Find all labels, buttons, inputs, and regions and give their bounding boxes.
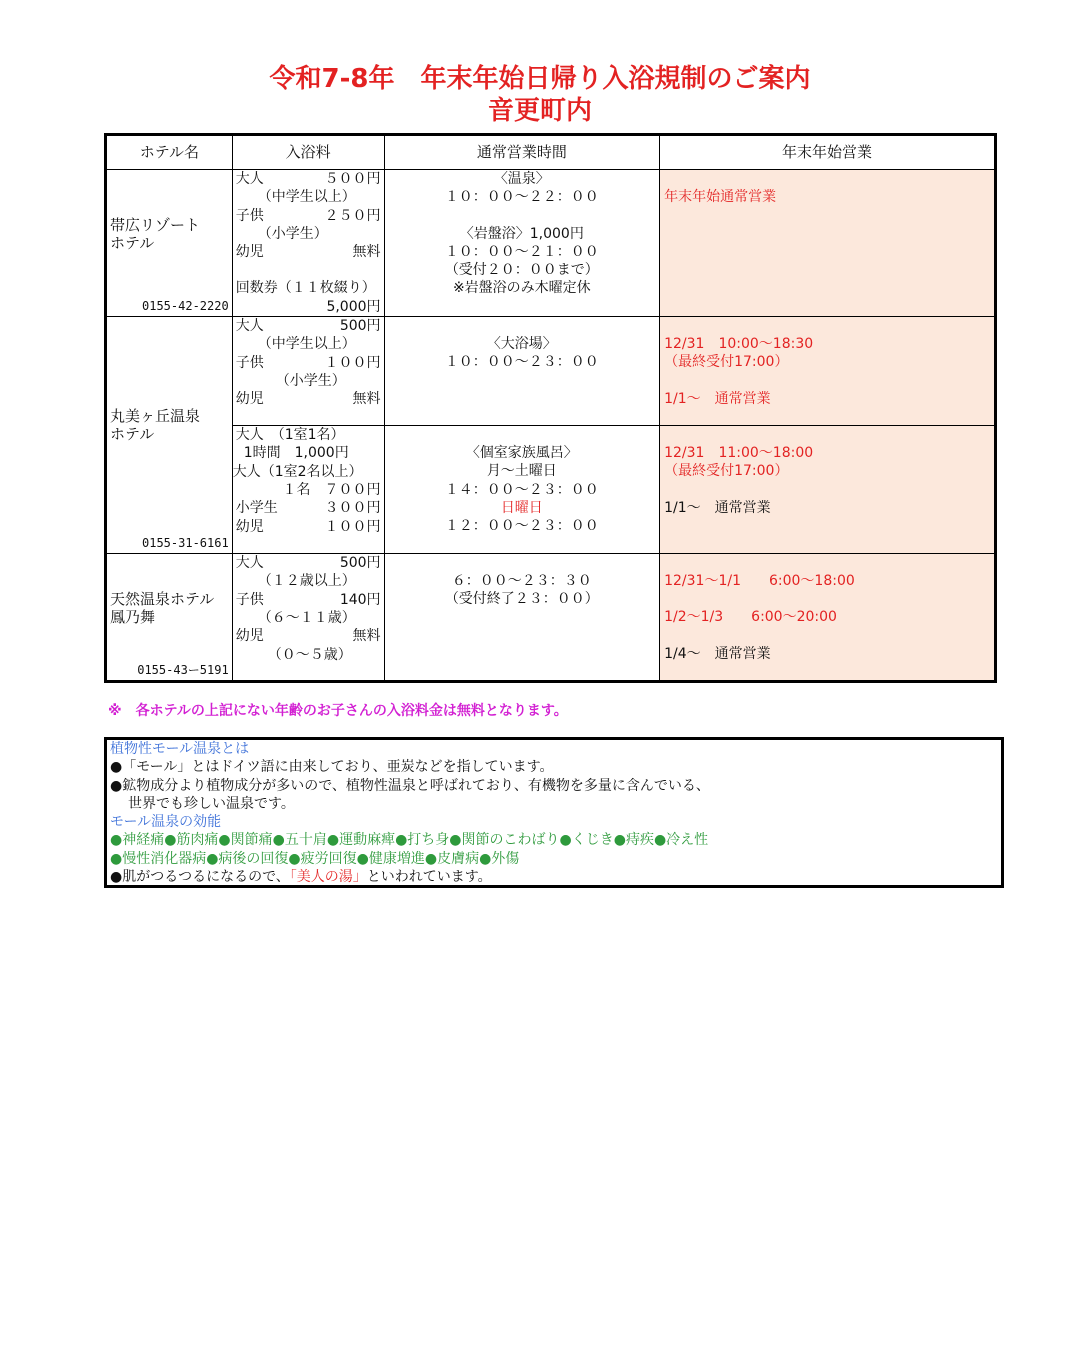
adult-price: 500円 — [339, 318, 381, 335]
new-year-status: 年末年始通常営業 — [664, 189, 777, 205]
family-fee-line-3: 大人（1室2名以上） — [232, 463, 363, 480]
ganban-note: ※岩盤浴のみ木曜定休 — [452, 280, 591, 297]
new-year-cell — [660, 554, 996, 682]
header-new-year-hours: 年末年始営業 — [660, 135, 996, 170]
child-note: （小学生） — [257, 225, 328, 242]
page-subtitle: 音更町内 — [487, 96, 592, 126]
effects-list-1: ●神経痛●筋肉痛●関節痛●五十肩●運動麻痺●打ち身●関節のこわばり●くじき●痔疾●冷え性 — [110, 832, 709, 849]
adult-note: （中学生以上） — [257, 189, 356, 206]
family-bath-sunday-time: １２：００〜２３：００ — [444, 518, 599, 535]
fee-cell — [232, 317, 384, 426]
adult-label: 大人 — [235, 318, 264, 335]
info-last-line — [110, 868, 998, 886]
page-title: 令和7-8年 年末年始日帰り入浴規制のご案内 — [269, 64, 811, 94]
family-fee-line-1: 大人 （1室1名） — [235, 427, 345, 444]
new-year-last-entry: （最終受付17:00） — [664, 354, 789, 371]
adult-note: （中学生以上） — [257, 336, 356, 353]
family-bath-days: 月〜土曜日 — [486, 463, 557, 480]
bijin-no-yu: 「美人の湯」 — [289, 869, 367, 886]
infant-label: 幼児 — [235, 244, 264, 261]
child-note: （６〜１１歳） — [257, 609, 356, 626]
infant-price: 無料 — [352, 391, 381, 408]
child-price: １００円 — [324, 354, 381, 371]
table-row-hotel-1 — [106, 170, 996, 317]
adult-price: ５００円 — [324, 171, 381, 187]
normal-hours-cell — [384, 554, 660, 682]
family-bath-fee-cell — [232, 426, 384, 554]
table-header-row — [106, 135, 996, 170]
new-year-regular: 1/4〜 通常営業 — [664, 645, 771, 662]
family-bath-sunday: 日曜日 — [500, 499, 543, 516]
elementary-price: ３００円 — [324, 500, 381, 517]
family-fee-line-4: １名 ７００円 — [282, 481, 381, 498]
new-year-hours: 12/31 10:00〜18:30 — [664, 336, 814, 353]
hotel-name: 帯広リゾート — [110, 216, 201, 234]
adult-label: 大人 — [235, 171, 264, 187]
table-row-hotel-2a — [106, 317, 996, 426]
infant-note: （０〜５歳） — [267, 646, 352, 663]
bath-time: １０：００〜２３：００ — [444, 354, 599, 371]
child-label: 子供 — [235, 207, 264, 224]
header-hotel-name: ホテル名 — [106, 135, 233, 170]
adult-note: （１２歳以上） — [257, 573, 356, 590]
hotel-name-2: ホテル — [110, 234, 155, 252]
hotel-phone: 0155-31-6161 — [142, 535, 229, 550]
coupon-label: 回数券（１１枚綴り） — [235, 280, 376, 297]
info-last-post: といわれています。 — [366, 869, 492, 886]
hotel-name-2: 鳳乃舞 — [110, 608, 156, 627]
new-year-cell — [660, 317, 996, 426]
hotel-name-cell — [106, 554, 233, 682]
ganban-reception: （受付２０：００まで） — [444, 262, 599, 279]
hotel-name-cell — [106, 170, 233, 317]
hotel-name: 天然温泉ホテル — [110, 590, 215, 609]
child-note: （小学生） — [275, 372, 346, 389]
new-year-hours-1: 12/31〜1/1 6:00〜18:00 — [664, 573, 855, 590]
fee-cell — [232, 554, 384, 682]
child-price: 140円 — [339, 591, 381, 608]
onsen-time: １０：００〜２２：００ — [444, 189, 599, 206]
infant-price: 無料 — [352, 244, 381, 261]
table-row-hotel-2b — [106, 426, 996, 554]
hotel-phone: 0155-42-2220 — [142, 298, 229, 313]
moor-onsen-info-box — [104, 737, 1004, 888]
elementary-label: 小学生 — [235, 500, 278, 517]
new-year-hours: 12/31 11:00〜18:00 — [664, 445, 814, 462]
bathing-schedule-table — [104, 133, 997, 683]
bath-title: 〈大浴場〉 — [486, 336, 557, 353]
new-year-hours-2: 1/2〜1/3 6:00〜20:00 — [664, 609, 837, 626]
adult-label: 大人 — [235, 555, 264, 572]
table-row-hotel-3 — [106, 554, 996, 682]
adult-price: 500円 — [339, 555, 381, 572]
family-bath-hours-cell — [384, 426, 660, 554]
hotel-name-2: ホテル — [110, 425, 155, 444]
new-year-cell — [660, 426, 996, 554]
new-year-regular: 1/1〜 通常営業 — [664, 499, 771, 516]
header-normal-hours: 通常営業時間 — [384, 135, 660, 170]
info-line-3: 世界でも珍しい温泉です。 — [128, 795, 295, 812]
fee-cell — [232, 170, 384, 317]
hours-reception: （受付終了２３：００） — [444, 591, 599, 608]
family-bath-title: 〈個室家族風呂〉 — [465, 445, 578, 462]
infant-price: １００円 — [324, 518, 381, 535]
infant-label: 幼児 — [235, 518, 264, 535]
family-fee-line-2: 1時間 1,000円 — [243, 445, 349, 462]
normal-hours-cell — [384, 170, 660, 317]
child-label: 子供 — [235, 354, 264, 371]
new-year-last-entry: （最終受付17:00） — [664, 463, 789, 480]
family-bath-weekday-time: １４：００〜２３：００ — [444, 481, 599, 498]
effects-list-2: ●慢性消化器病●病後の回復●疲労回復●健康増進●皮膚病●外傷 — [110, 850, 520, 867]
child-price: ２５０円 — [324, 207, 381, 224]
onsen-title: 〈温泉〉 — [493, 171, 550, 187]
children-fee-note: ※ 各ホテルの上記にない年齢のお子さんの入浴料金は無料となります。 — [108, 703, 568, 719]
info-line-2: ●鉱物成分より植物成分が多いので、植物性温泉と呼ばれており、有機物を多量に含んでいる、 — [110, 777, 710, 794]
hotel-name-cell — [106, 317, 233, 554]
new-year-cell — [660, 170, 996, 317]
new-year-regular: 1/1〜 通常営業 — [664, 390, 771, 407]
infant-label: 幼児 — [235, 391, 264, 408]
normal-hours-cell — [384, 317, 660, 426]
effects-heading: モール温泉の効能 — [110, 814, 222, 831]
info-heading: 植物性モール温泉とは — [110, 741, 250, 757]
hotel-name: 丸美ヶ丘温泉 — [110, 407, 201, 426]
coupon-price: 5,000円 — [326, 298, 381, 315]
hotel-phone: 0155-43ー5191 — [137, 662, 229, 677]
info-line-1: ●「モール」とはドイツ語に由来しており、亜炭などを指しています。 — [110, 759, 554, 776]
child-label: 子供 — [235, 591, 264, 608]
ganban-time: １０：００〜２１：００ — [444, 243, 599, 260]
header-fee: 入浴料 — [232, 135, 384, 170]
infant-price: 無料 — [352, 628, 381, 645]
ganban-title: 〈岩盤浴〉1,000円 — [459, 225, 584, 242]
info-last-pre: ●肌がつるつるになるので、 — [110, 869, 290, 886]
hours-time: ６：００〜２３：３０ — [451, 573, 592, 590]
infant-label: 幼児 — [235, 628, 264, 645]
